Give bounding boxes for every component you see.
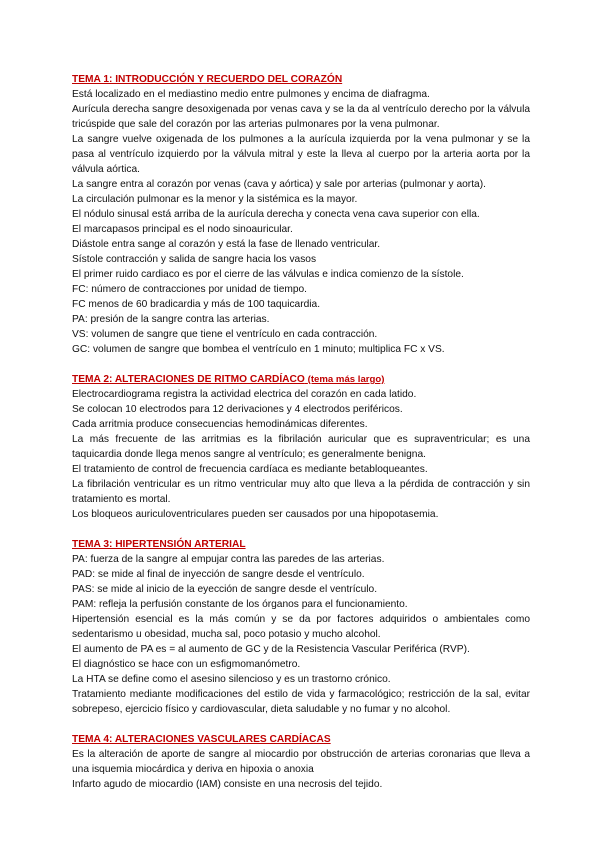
paragraph: El tratamiento de control de frecuencia cardíaca es mediante betabloqueantes. xyxy=(72,464,428,475)
paragraph: La fibrilación ventricular es un ritmo ventricular muy alto que lleva a la pérdida de contracción y sin tratamiento es mortal. xyxy=(72,479,530,505)
section-tema-4 xyxy=(72,732,530,792)
paragraph: La HTA se define como el asesino silencioso y es un trastorno crónico. xyxy=(72,674,391,685)
paragraph: GC: volumen de sangre que bombea el ventrículo en 1 minuto; multiplica FC x VS. xyxy=(72,344,445,355)
section-title: TEMA 3: HIPERTENSIÓN ARTERIAL xyxy=(72,539,246,550)
document-page xyxy=(72,72,530,807)
paragraph: El nódulo sinusal está arriba de la aurícula derecha y conecta vena cava superior con ella. xyxy=(72,209,480,220)
paragraph: Electrocardiograma registra la actividad electrica del corazón en cada latido. xyxy=(72,389,417,400)
section-tema-1 xyxy=(72,72,530,357)
section-tema-2 xyxy=(72,372,530,522)
paragraph: FC menos de 60 bradicardia y más de 100 taquicardia. xyxy=(72,299,321,310)
paragraph: Está localizado en el mediastino medio entre pulmones y encima de diafragma. xyxy=(72,89,430,100)
section-title-note: (tema más largo) xyxy=(307,374,385,385)
paragraph: La más frecuente de las arritmias es la fibrilación auricular que es supraventricular; es una taquicardia donde llega menos sangre al ventrículo; es generalmente benigna. xyxy=(72,434,530,460)
paragraph: PA: fuerza de la sangre al empujar contra las paredes de las arterias. xyxy=(72,554,385,565)
paragraph: Sístole contracción y salida de sangre hacia los vasos xyxy=(72,254,317,265)
paragraph: Tratamiento mediante modificaciones del estilo de vida y farmacológico; restricción de la sal, evitar sobrepeso, ejercicio físico y cardiovascular, dieta saludable y no fumar y no alcohol. xyxy=(72,689,530,715)
paragraph: PA: presión de la sangre contra las arterias. xyxy=(72,314,270,325)
paragraph: La sangre vuelve oxigenada de los pulmones a la aurícula izquierda por la vena pulmonar y se la pasa al ventrículo izquierdo por la válvula mitral y este la lleva al cuerpo por la arteria aorta por la válvula aórtica. xyxy=(72,134,530,175)
section-title: TEMA 1: INTRODUCCIÓN Y RECUERDO DEL CORAZÓN xyxy=(72,74,343,85)
section-title: TEMA 4: ALTERACIONES VASCULARES CARDÍACAS xyxy=(72,734,331,745)
paragraph: Aurícula derecha sangre desoxigenada por venas cava y se la da al ventrículo derecho por la válvula tricúspide que sale del corazón por las arterias pulmonares por la vena pulmonar. xyxy=(72,104,530,130)
paragraph: Es la alteración de aporte de sangre al miocardio por obstrucción de arterias coronarias que lleva a una isquemia miocárdica y deriva en hipoxia o anoxia xyxy=(72,749,530,775)
paragraph: FC: número de contracciones por unidad de tiempo. xyxy=(72,284,308,295)
section-tema-3 xyxy=(72,537,530,717)
paragraph: Se colocan 10 electrodos para 12 derivaciones y 4 electrodos periféricos. xyxy=(72,404,403,415)
paragraph: El primer ruido cardiaco es por el cierre de las válvulas e indica comienzo de la sístole. xyxy=(72,269,464,280)
paragraph: La circulación pulmonar es la menor y la sistémica es la mayor. xyxy=(72,194,358,205)
paragraph: PAD: se mide al final de inyección de sangre desde el ventrículo. xyxy=(72,569,365,580)
paragraph: La sangre entra al corazón por venas (cava y aórtica) y sale por arterias (pulmonar y aorta). xyxy=(72,179,486,190)
paragraph: VS: volumen de sangre que tiene el ventrículo en cada contracción. xyxy=(72,329,378,340)
section-title-text: TEMA 2: ALTERACIONES DE RITMO CARDÍACO xyxy=(72,374,305,385)
paragraph: El aumento de PA es = al aumento de GC y de la Resistencia Vascular Periférica (RVP). xyxy=(72,644,470,655)
section-title xyxy=(72,372,530,387)
paragraph: Los bloqueos auriculoventriculares pueden ser causados por una hipopotasemia. xyxy=(72,509,439,520)
paragraph: Hipertensión esencial es la más común y se da por factores adquiridos o ambientales como sedentarismo u obesidad, mucha sal, poco potasio y mucho alcohol. xyxy=(72,614,530,640)
paragraph: Diástole entra sange al corazón y está la fase de llenado ventricular. xyxy=(72,239,381,250)
paragraph: PAM: refleja la perfusión constante de los órganos para el funcionamiento. xyxy=(72,599,408,610)
paragraph: Cada arritmia produce consecuencias hemodinámicas diferentes. xyxy=(72,419,368,430)
paragraph: Infarto agudo de miocardio (IAM) consiste en una necrosis del tejido. xyxy=(72,779,383,790)
paragraph: El diagnóstico se hace con un esfigmomanómetro. xyxy=(72,659,301,670)
paragraph: PAS: se mide al inicio de la eyección de sangre desde el ventrículo. xyxy=(72,584,378,595)
paragraph: El marcapasos principal es el nodo sinoauricular. xyxy=(72,224,293,235)
